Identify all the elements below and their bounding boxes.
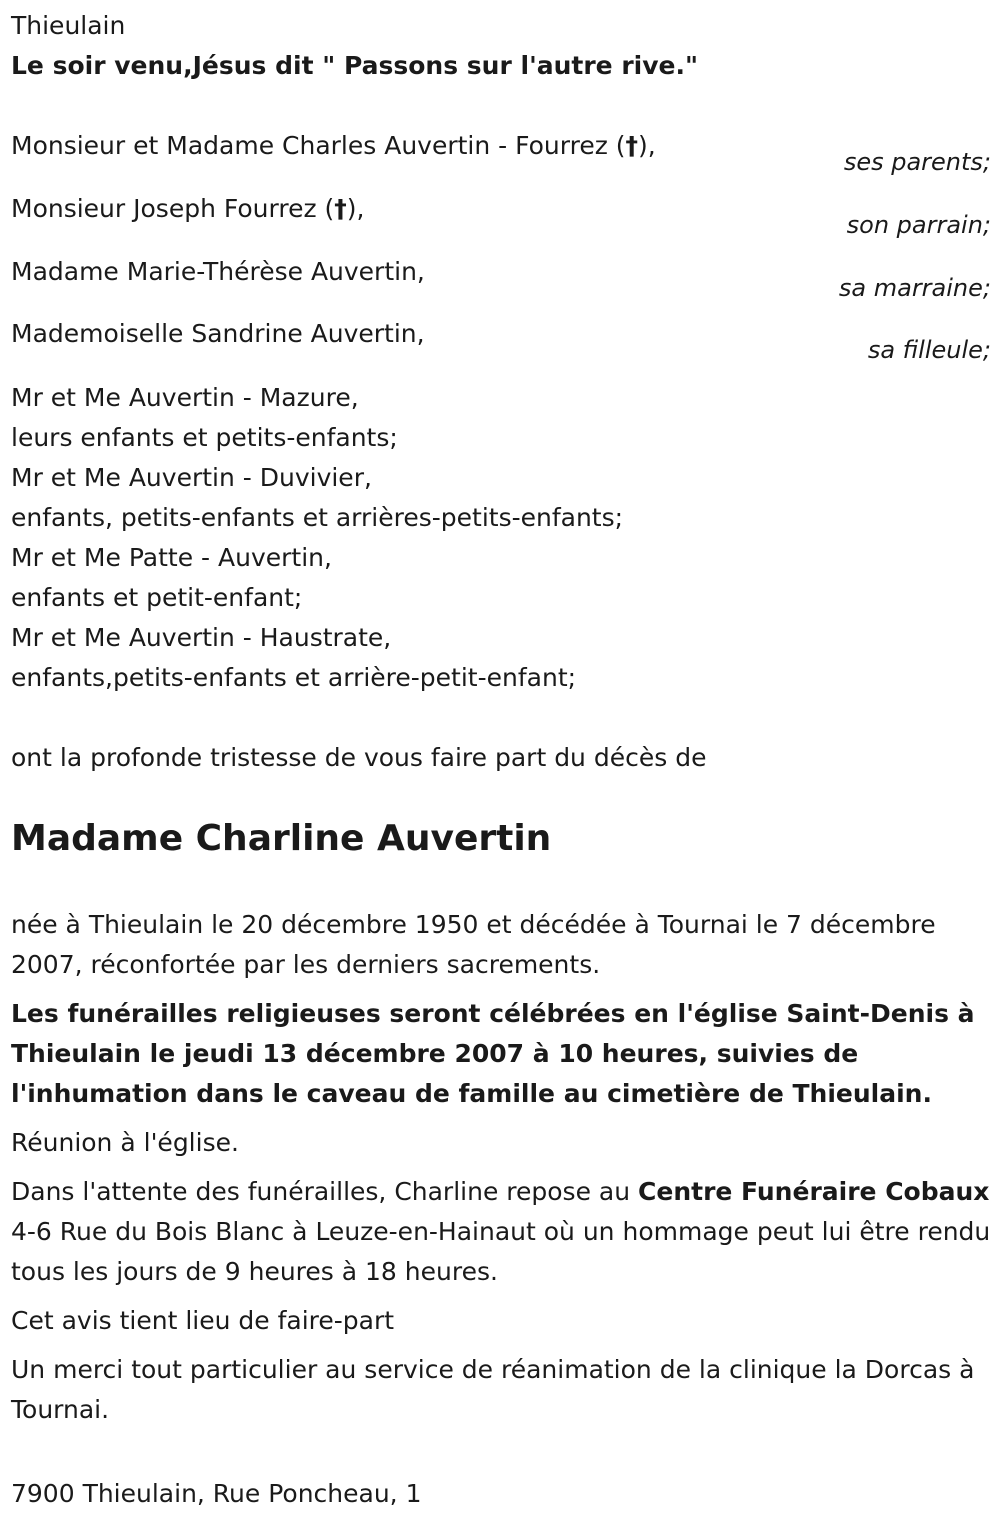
meeting-text: Réunion à l'église. xyxy=(11,1128,239,1157)
relative-line: Mr et Me Patte - Auvertin, xyxy=(11,543,332,572)
notice-text: Cet avis tient lieu de faire-part xyxy=(11,1306,395,1335)
family-entry-parents xyxy=(11,126,991,189)
relative-line: Mr et Me Auvertin - Haustrate, xyxy=(11,623,392,652)
funeral-center-name: Centre Funéraire Cobaux xyxy=(638,1177,990,1206)
family-name: Monsieur et Madame Charles Auvertin - Fourrez (†), xyxy=(11,131,656,160)
relative-line: Mr et Me Auvertin - Duvivier, xyxy=(11,463,372,492)
header-quote: Le soir venu,Jésus dit " Passons sur l'autre rive." xyxy=(11,51,699,80)
relatives-list xyxy=(11,378,991,698)
relative-line: enfants, petits-enfants et arrières-petits-enfants; xyxy=(11,503,624,532)
family-name: Mademoiselle Sandrine Auvertin, xyxy=(11,319,425,348)
relative-line: enfants et petit-enfant; xyxy=(11,583,303,612)
waiting-text: Dans l'attente des funérailles, Charline repose au Centre Funéraire Cobaux 4-6 Rue du Bois Blanc à Leuze-en-Hainaut où un hommage peut lui être rendu tous les jours de 9 heures à 18 heures. xyxy=(11,1177,991,1286)
family-role: son parrain; xyxy=(846,211,991,239)
family-role: sa filleule; xyxy=(867,336,991,364)
cross-icon: † xyxy=(625,131,639,160)
announcement-text: ont la profonde tristesse de vous faire part du décès de xyxy=(11,743,707,772)
family-role: sa marraine; xyxy=(838,274,991,302)
family-entry-goddaughter xyxy=(11,314,991,377)
family-name: Monsieur Joseph Fourrez (†), xyxy=(11,194,365,223)
relative-line: leurs enfants et petits-enfants; xyxy=(11,423,398,452)
details-section xyxy=(11,905,991,1430)
relative-line: enfants,petits-enfants et arrière-petit-enfant; xyxy=(11,663,577,692)
address-text: 7900 Thieulain, Rue Poncheau, 1 xyxy=(11,1479,422,1508)
family-name: Madame Marie-Thérèse Auvertin, xyxy=(11,257,425,286)
family-entry-godmother xyxy=(11,252,991,315)
cross-icon: † xyxy=(334,194,347,223)
thanks-text: Un merci tout particulier au service de réanimation de la clinique la Dorcas à Tournai. xyxy=(11,1355,975,1424)
funeral-text: Les funérailles religieuses seront célébrées en l'église Saint-Denis à Thieulain le jeudi 13 décembre 2007 à 10 heures, suivies de l'inhumation dans le caveau de famille au cimetière de Thieulain. xyxy=(11,999,975,1108)
deceased-name: Madame Charline Auvertin xyxy=(11,818,552,859)
family-entry-godfather xyxy=(11,189,991,252)
header-place: Thieulain xyxy=(11,11,126,40)
relative-line: Mr et Me Auvertin - Mazure, xyxy=(11,383,359,412)
family-role: ses parents; xyxy=(843,148,991,176)
birth-death-text: née à Thieulain le 20 décembre 1950 et décédée à Tournai le 7 décembre 2007, réconfortée par les derniers sacrements. xyxy=(11,910,936,979)
